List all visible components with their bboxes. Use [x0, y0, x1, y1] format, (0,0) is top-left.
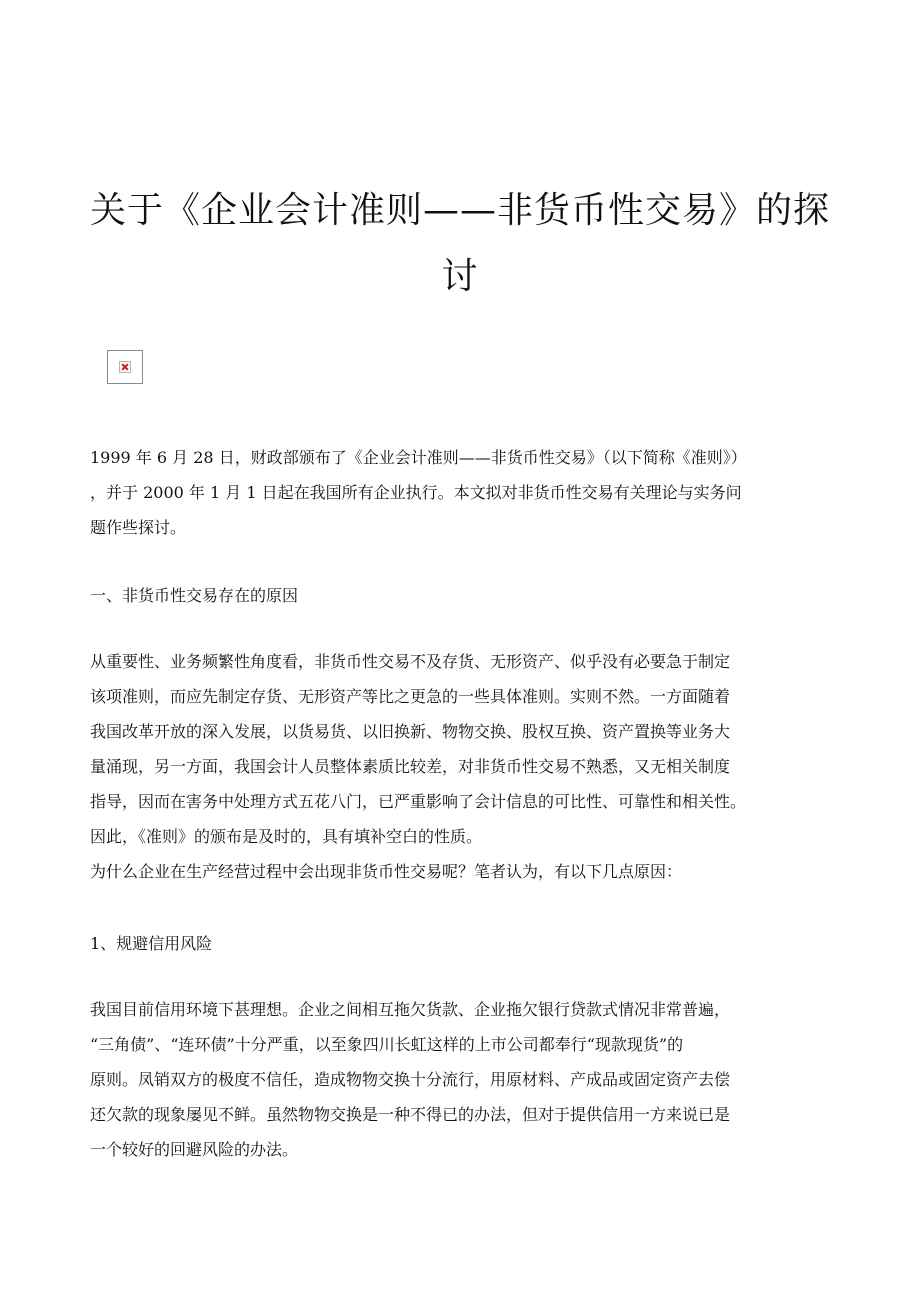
- section-1-line: 从重要性、业务频繁性角度看，非货币性交易不及存货、无形资产、似乎没有必要急于制定: [90, 652, 731, 671]
- title-line-1: 关于《企业会计准则——非货币性交易》的探: [89, 190, 830, 231]
- section-1-line: 为什么企业在生产经营过程中会出现非货币性交易呢？笔者认为，有以下几点原因：: [90, 862, 683, 881]
- subsection-1-line: 一个较好的回避风险的办法。: [90, 1140, 299, 1159]
- subsection-1-line: “三角债”、“连环债”十分严重，以至象四川长虹这样的上市公司都奉行“现款现货”的: [90, 1035, 684, 1054]
- section-1-heading: 一、非货币性交易存在的原因: [90, 586, 299, 605]
- title-line-2: 讨: [441, 256, 479, 297]
- subsection-1-line: 还欠款的现象屡见不鲜。虽然物物交换是一种不得已的办法，但对于提供信用一方来说已是: [90, 1105, 731, 1124]
- intro-line: 题作些探讨。: [90, 518, 187, 537]
- section-1-line: 我国改革开放的深入发展，以货易货、以旧换新、物物交换、股权互换、资产置换等业务大: [90, 722, 731, 741]
- subsection-1-line: 我国目前信用环境下甚理想。企业之间相互拖欠货款、企业拖欠银行贷款式情况非常普遍，: [90, 1000, 731, 1019]
- subsection-1-paragraph: [90, 992, 842, 1167]
- section-1-line: 指导，因而在害务中处理方式五花八门，已严重影响了会计信息的可比性、可靠性和相关性。: [90, 792, 747, 811]
- intro-line: 1999 年 6 月 28 日，财政部颁布了《企业会计准则——非货币性交易》（以下简称《准则》）: [90, 448, 747, 467]
- subsection-1-line: 原则。凤销双方的极度不信任，造成物物交换十分流行，用原材料、产成品或固定资产去偿: [90, 1070, 731, 1089]
- section-1-line: 该项准则，而应先制定存货、无形资产等比之更急的一些具体准则。实则不然。一方面随着: [90, 687, 731, 706]
- section-1-line: 量涌现，另一方面，我国会计人员整体素质比较差，对非货币性交易不熟悉，又无相关制度: [90, 757, 731, 776]
- intro-paragraph: [90, 440, 842, 545]
- intro-line: ，并于 2000 年 1 月 1 日起在我国所有企业执行。本文拟对非货币性交易有关理论与实务问: [90, 483, 742, 502]
- red-x-icon: [119, 361, 131, 373]
- broken-image-icon: [107, 350, 143, 384]
- section-1-line: 因此，《准则》的颁布是及时的，具有填补空白的性质。: [90, 827, 483, 846]
- subsection-1-heading: 1、规避信用风险: [90, 934, 213, 953]
- section-1-paragraph: [90, 644, 842, 889]
- page-title: [80, 178, 840, 310]
